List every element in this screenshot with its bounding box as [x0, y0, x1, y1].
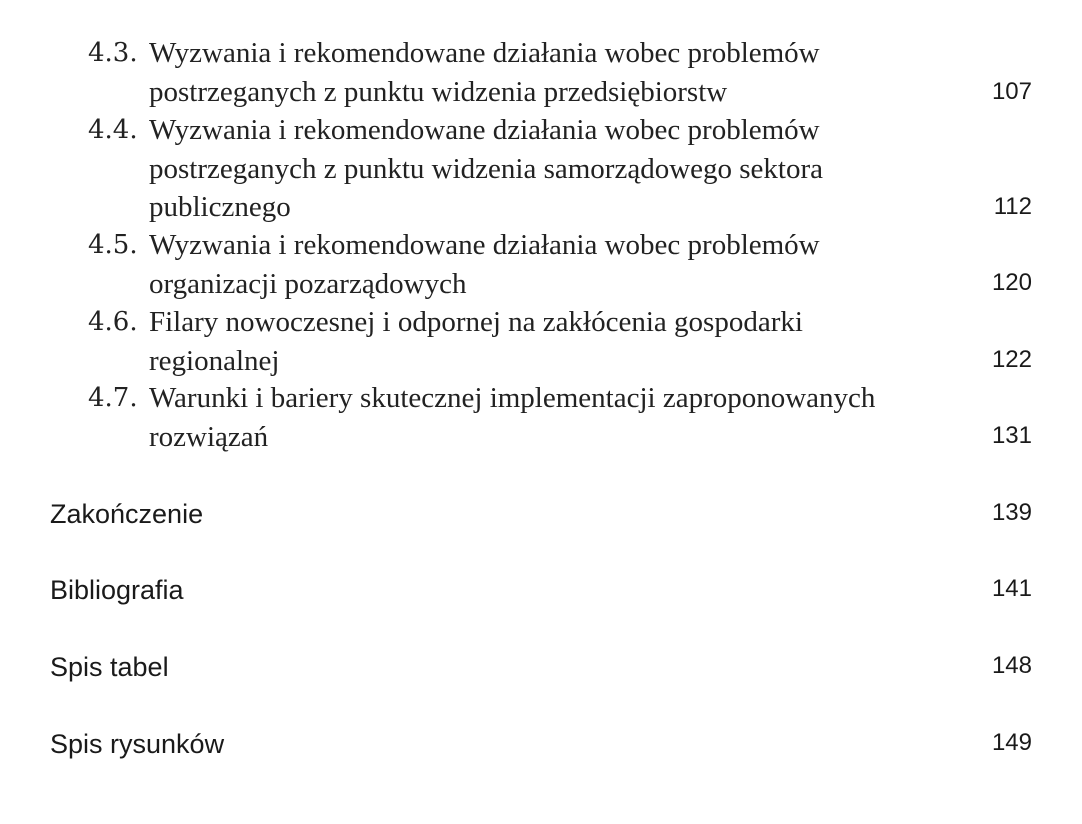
- toc-page-number: 131: [991, 422, 1032, 449]
- toc-entry-title-line: Wyzwania i rekomendowane działania wobec problemów: [149, 37, 820, 69]
- toc-entry-title-line: Wyzwania i rekomendowane działania wobec problemów: [149, 114, 820, 146]
- toc-page-number: 107: [991, 78, 1032, 105]
- toc-main-entry-spis-rysunkow[interactable]: Spis rysunków: [50, 729, 225, 759]
- toc-page-number: 139: [991, 499, 1032, 526]
- toc-page-number: 112: [993, 193, 1032, 220]
- toc-main-entry-zakonczenie[interactable]: Zakończenie: [50, 499, 204, 529]
- toc-entry-title: [149, 379, 969, 456]
- toc-entry-title-line: postrzeganych z punktu widzenia samorządowego sektora: [149, 152, 824, 185]
- toc-entry-title: [149, 303, 969, 380]
- toc-entry-title-line: regionalnej: [149, 344, 280, 377]
- toc-entry-title: [149, 111, 969, 227]
- toc-entry-title: [149, 226, 969, 303]
- toc-page-number: 149: [991, 729, 1032, 756]
- toc-entry-number: 4.6.: [88, 307, 138, 337]
- toc-entry-number: 4.7.: [88, 383, 138, 413]
- toc-entry-title-line: Warunki i bariery skutecznej implementacji zaproponowanych: [149, 382, 876, 414]
- toc-page-number: 148: [991, 652, 1032, 679]
- toc-entry-number: 4.4.: [88, 115, 138, 145]
- toc-page-number: 122: [991, 346, 1032, 373]
- toc-main-entry-bibliografia[interactable]: Bibliografia: [50, 575, 184, 605]
- toc-entry-number: 4.3.: [88, 38, 138, 68]
- toc-entry-title-line: publicznego: [149, 191, 291, 223]
- toc-entry-title-line: organizacji pozarządowych: [149, 267, 467, 300]
- toc-entry-title-line: Filary nowoczesnej i odpornej na zakłócenia gospodarki: [149, 306, 803, 338]
- toc-page-number: 120: [991, 269, 1032, 296]
- toc-entry-title-line: Wyzwania i rekomendowane działania wobec problemów: [149, 229, 820, 261]
- toc-entry-title: [149, 34, 969, 111]
- toc-main-entry-spis-tabel[interactable]: Spis tabel: [50, 652, 169, 682]
- toc-entry-title-line: rozwiązań: [149, 420, 269, 453]
- toc-entry-title-line: postrzeganych z punktu widzenia przedsiębiorstw: [149, 75, 728, 108]
- toc-page-number: 141: [991, 575, 1032, 602]
- toc-entry-number: 4.5.: [88, 230, 138, 260]
